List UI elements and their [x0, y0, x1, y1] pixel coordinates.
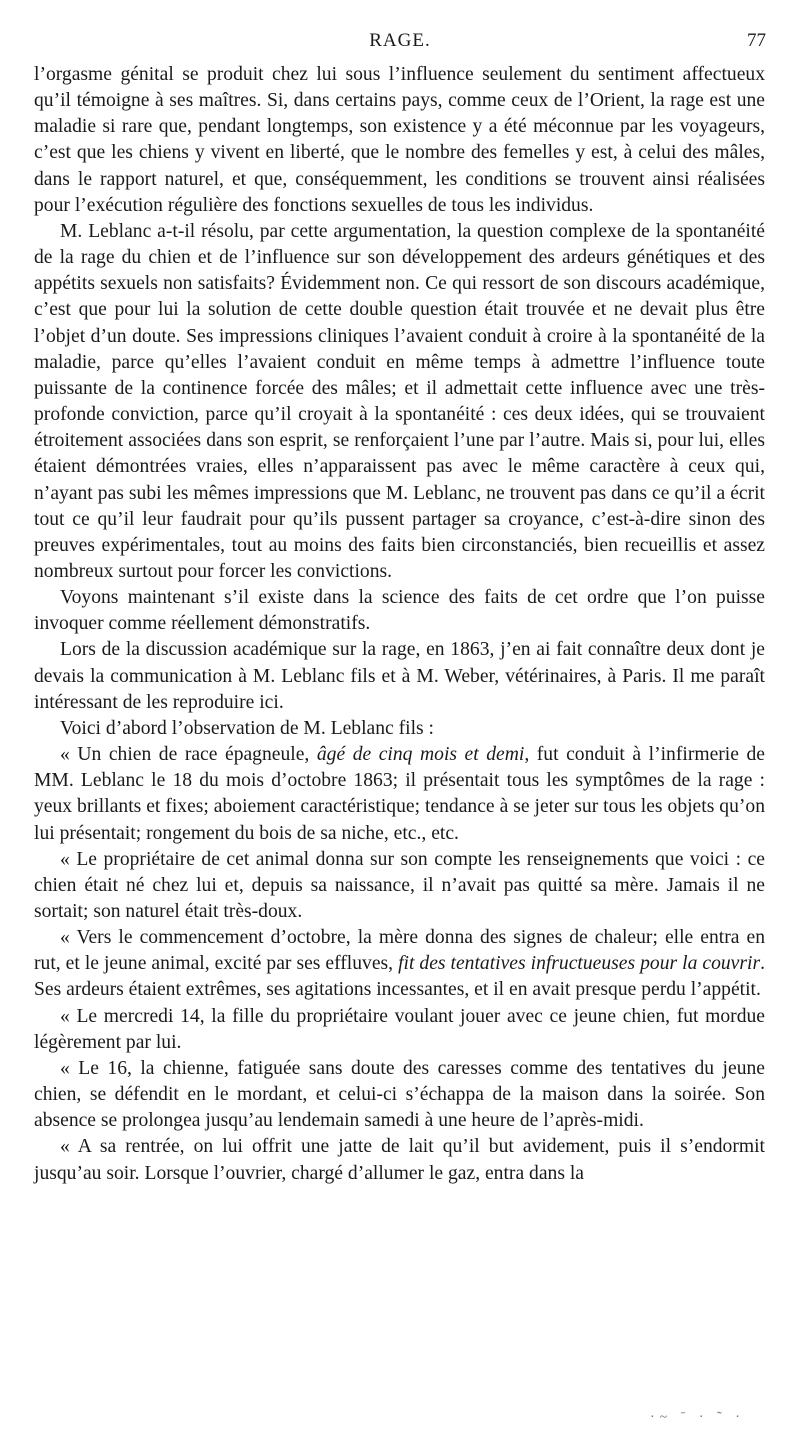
- quoted-paragraph: [34, 1056, 765, 1134]
- paragraph: [34, 62, 765, 219]
- paragraph-text: M. Leblanc a-t-il résolu, par cette argumentation, la question complexe de la spontanéité de la rage du chien et de l’influence sur son développement des ardeurs génétiques et des appétits sexuels non satisfaits? Évidemment non. Ce qui ressort de son discours académique, c’est que pour lui la solution de cette double question était trouvée et ne devait plus être l’objet d’un doute. Ses impressions cliniques l’avaient conduit à croire à la spontanéité de la maladie, parce qu’elles l’avaient conduit en même temps à admettre l’influence toute puissante de la continence forcée des mâles; et il admettait cette influence avec une très-profonde conviction, parce qu’il croyait à la spontanéité : ces deux idées, qui se trouvaient étroitement associées dans son esprit, se renforçaient l’une par l’autre. Mais si, pour lui, elles étaient démontrées vraies, elles n’apparaissent pas avec le même caractère à ceux qui, n’ayant pas subi les mêmes impressions que M. Leblanc, ne trouvent pas dans ce qu’il a écrit tout ce qu’il leur faudrait pour qu’ils pussent partager sa croyance, c’est-à-dire sinon des preuves expérimentales, tout au moins des faits bien circonstanciés, bien recueillis et assez nombreux surtout pour forcer les convictions.: [34, 220, 765, 582]
- paragraph: [34, 585, 765, 637]
- page-number: 77: [747, 30, 766, 51]
- paragraph-text: , fut conduit à l’infirmerie de MM. Leblanc le 18 du mois d’octobre 1863; il présentait tous les symptômes de la rage : yeux brillants et fixes; aboiement caractéristique; tendance à se jeter sur tous les objets qu’on lui présentait; rongement du bois de sa niche, etc., etc.: [34, 744, 765, 844]
- quoted-paragraph: [34, 847, 765, 925]
- running-title: RAGE.: [369, 30, 431, 51]
- italic-phrase: fit des tentatives infructueuses pour la couvrir: [398, 953, 761, 975]
- quoted-paragraph: [34, 1004, 765, 1056]
- paragraph-text: « Le 16, la chienne, fatiguée sans doute des caresses comme des tentatives du jeune chien, se défendit en le mordant, et celui-ci s’échappa de la maison dans la soirée. Son absence se prolongea jusqu’au lendemain samedi à une heure de l’après-midi.: [34, 1057, 765, 1132]
- body-text: [34, 62, 765, 1187]
- paragraph-text: « Un chien de race épagneule,: [60, 744, 317, 766]
- paragraph-text: « A sa rentrée, on lui offrit une jatte de lait qu’il but avidement, puis il s’endormit jusqu’au soir. Lorsque l’ouvrier, chargé d’allumer le gaz, entra dans la: [34, 1136, 765, 1184]
- paragraph-text: Voyons maintenant s’il existe dans la science des faits de cet ordre que l’on puisse invoquer comme réellement démonstratifs.: [34, 587, 765, 635]
- quoted-paragraph: [34, 1134, 765, 1186]
- paragraph: [34, 716, 765, 742]
- paragraph-text: « Le mercredi 14, la fille du propriétaire voulant jouer avec ce jeune chien, fut mordue légèrement par lui.: [34, 1005, 765, 1053]
- paragraph-text: . Ses ardeurs étaient extrêmes, ses agitations incessantes, et il en avait presque perdu l’appétit.: [34, 953, 765, 1001]
- italic-phrase: âgé de cinq mois et demi: [316, 744, 525, 766]
- paragraph-text: Lors de la discussion académique sur la rage, en 1863, j’en ai fait connaître deux dont je devais la communication à M. Leblanc fils et à M. Weber, vétérinaires, à Paris. Il me paraît intéressant de les reproduire ici.: [34, 639, 765, 713]
- paragraph-text: « Vers le commencement d’octobre, la mère donna des signes de chaleur; elle entra en rut, et le jeune animal, excité par ses effluves,: [34, 927, 765, 975]
- quoted-paragraph: [34, 925, 765, 1003]
- paragraph-text: l’orgasme génital se produit chez lui sous l’influence seulement du sentiment affectueux qu’il témoigne à ses maîtres. Si, dans certains pays, comme ceux de l’Orient, la rage est une maladie si rare que, pendant longtemps, son existence y a été méconnue par les voyageurs, c’est que les chiens y vivent en liberté, que le nombre des femelles y est, à celui des mâles, dans le rapport naturel, et que, conséquemment, les conditions se trouvent ainsi réalisées pour l’exécution régulière des fonctions sexuelles de tous les individus.: [34, 64, 765, 216]
- quoted-paragraph: [34, 742, 765, 847]
- ink-smudge: ·~ ˉ · ˜ ·: [650, 1410, 745, 1425]
- paragraph-text: « Le propriétaire de cet animal donna sur son compte les renseignements que voici : ce chien était né chez lui et, depuis sa naissance, il n’avait pas quitté sa mère. Jamais il ne sortait; son naturel était très-doux.: [34, 848, 765, 922]
- paragraph: [34, 637, 765, 715]
- paragraph: [34, 219, 765, 585]
- paragraph-text: Voici d’abord l’observation de M. Leblanc fils :: [60, 717, 435, 739]
- running-head: [34, 30, 766, 56]
